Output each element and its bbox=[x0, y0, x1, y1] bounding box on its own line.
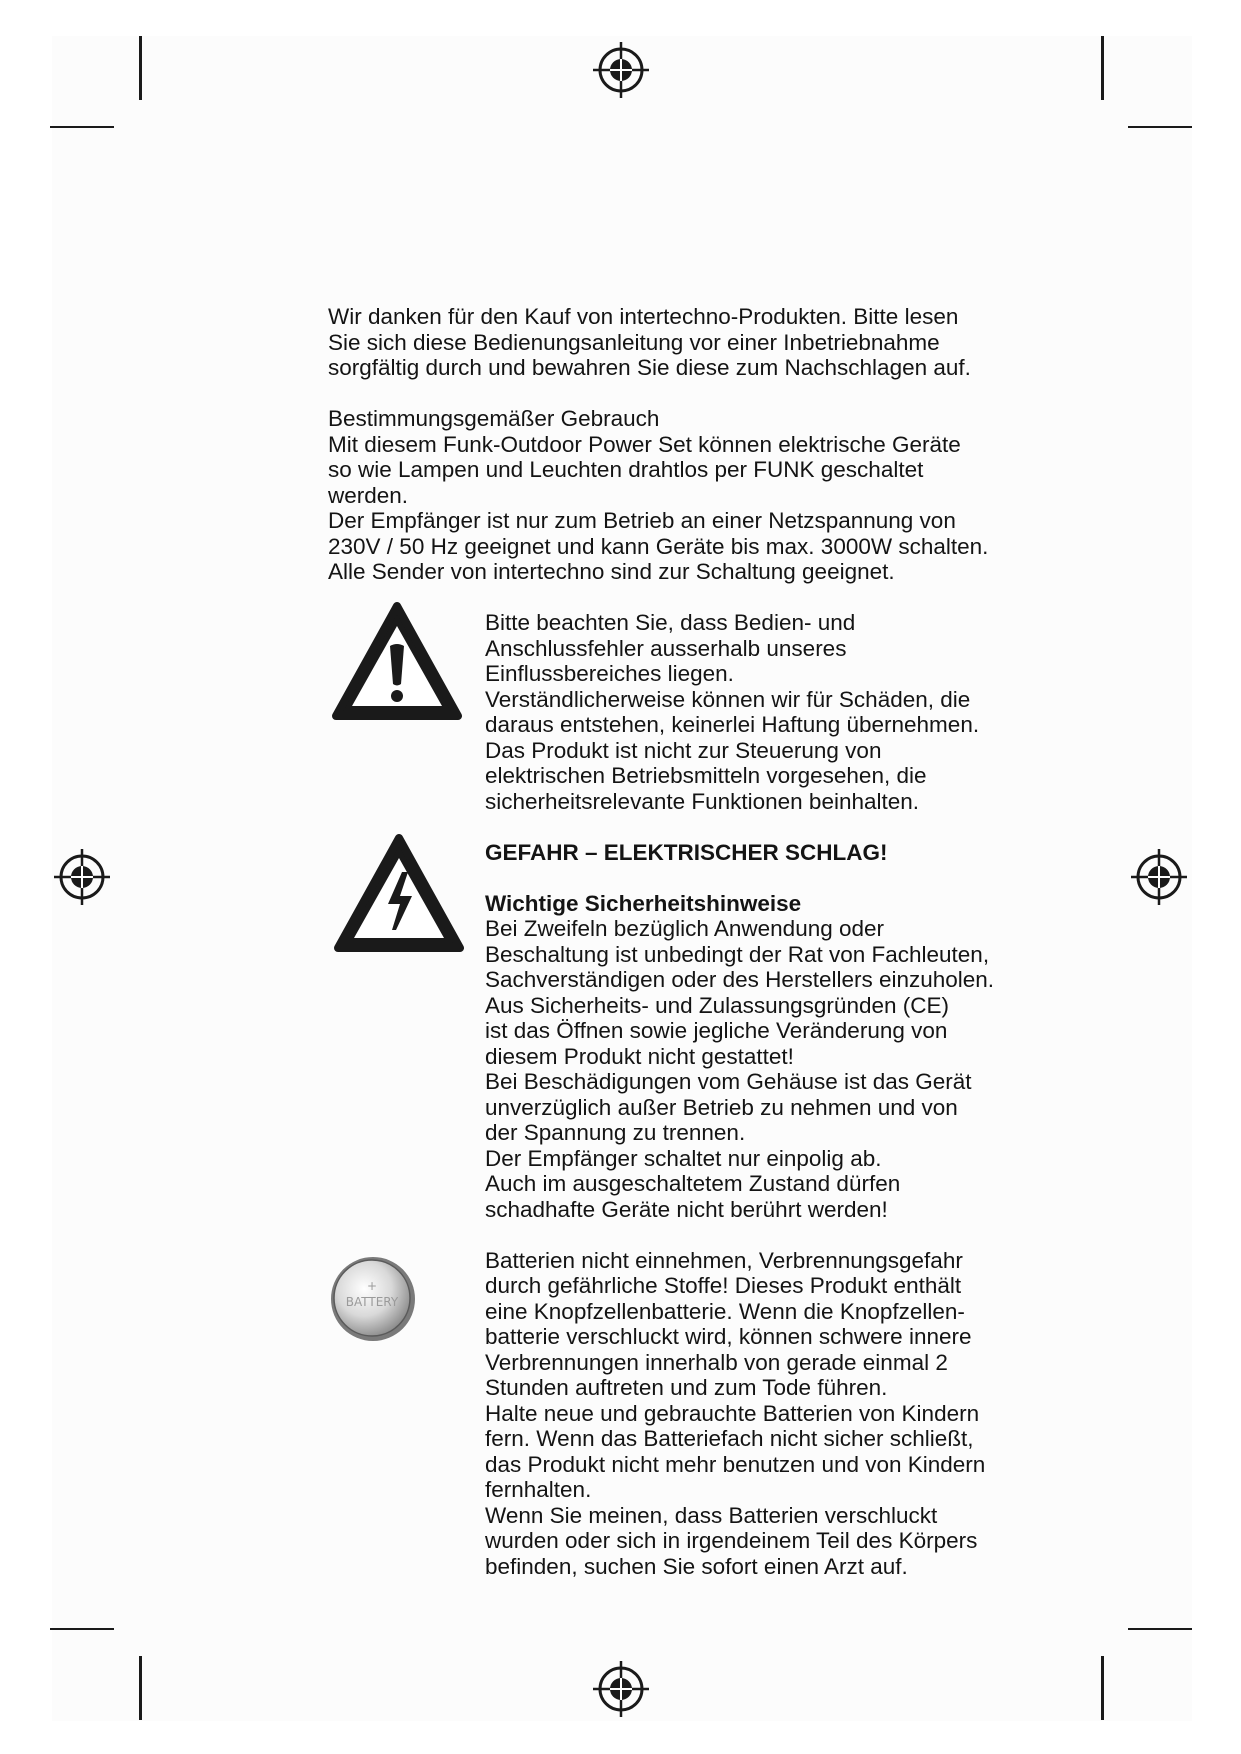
text-line: eine Knopfzellenbatterie. Wenn die Knopfzellen- bbox=[485, 1298, 965, 1324]
danger-section bbox=[328, 840, 1088, 1223]
intro-paragraph bbox=[328, 304, 1088, 381]
danger-subtitle: Wichtige Sicherheitshinweise bbox=[485, 890, 802, 916]
danger-title: GEFAHR – ELEKTRISCHER SCHLAG! bbox=[485, 839, 888, 865]
text-line: das Produkt nicht mehr benutzen und von Kindern bbox=[485, 1451, 986, 1477]
text-line: elektrischen Betriebsmitteln vorgesehen, die bbox=[485, 763, 927, 788]
text-line: Sie sich diese Bedienungsanleitung vor einer Inbetriebnahme bbox=[328, 329, 940, 355]
text-line: 230V / 50 Hz geeignet und kann Geräte bis max. 3000W schalten. bbox=[328, 533, 989, 559]
text-line: Sachverständigen oder des Herstellers einzuholen. bbox=[485, 967, 995, 992]
crop-mark bbox=[1128, 1628, 1192, 1630]
warning-triangle-icon bbox=[330, 600, 464, 724]
text-line: Stunden auftreten und zum Tode führen. bbox=[485, 1375, 888, 1400]
text-line: Aus Sicherheits- und Zulassungsgründen (CE) bbox=[485, 992, 949, 1018]
text-line: Der Empfänger schaltet nur einpolig ab. bbox=[485, 1145, 882, 1171]
text-line: befinden, suchen Sie sofort einen Arzt auf. bbox=[485, 1553, 908, 1579]
text-line: diesem Produkt nicht gestattet! bbox=[485, 1043, 794, 1069]
battery-label: BATTERY bbox=[345, 1294, 399, 1309]
crop-mark bbox=[1101, 36, 1104, 100]
text-line: der Spannung zu trennen. bbox=[485, 1120, 746, 1145]
text-line: Bei Zweifeln bezüglich Anwendung oder bbox=[485, 916, 885, 941]
high-voltage-icon bbox=[332, 832, 466, 956]
text-line: Mit diesem Funk-Outdoor Power Set können elektrische Geräte bbox=[328, 431, 961, 457]
text-line: Anschlussfehler ausserhalb unseres bbox=[485, 635, 847, 661]
text-line: Batterien nicht einnehmen, Verbrennungsgefahr bbox=[485, 1247, 963, 1273]
registration-mark-icon bbox=[52, 847, 112, 907]
manual-content bbox=[328, 304, 1088, 1579]
crop-mark bbox=[50, 1628, 114, 1630]
warning-section bbox=[328, 610, 1088, 814]
battery-section bbox=[328, 1248, 1088, 1580]
text-line: Bitte beachten Sie, dass Bedien- und bbox=[485, 610, 856, 635]
text-line: batterie verschluckt wird, können schwere innere bbox=[485, 1324, 972, 1349]
text-line: daraus entstehen, keinerlei Haftung übernehmen. bbox=[485, 712, 980, 737]
usage-section bbox=[328, 406, 1088, 585]
text-line: Verständlicherweise können wir für Schäden, die bbox=[485, 686, 971, 712]
text-line: schadhafte Geräte nicht berührt werden! bbox=[485, 1196, 888, 1222]
text-line: sorgfältig durch und bewahren Sie diese zum Nachschlagen auf. bbox=[328, 355, 971, 380]
crop-mark bbox=[139, 36, 142, 100]
battery-coin-cell-icon bbox=[328, 1254, 418, 1344]
text-line: wurden oder sich in irgendeinem Teil des Körpers bbox=[485, 1528, 978, 1553]
text-line: fernhalten. bbox=[485, 1477, 592, 1502]
text-line: Auch im ausgeschaltetem Zustand dürfen bbox=[485, 1171, 901, 1196]
crop-mark bbox=[1128, 126, 1192, 128]
text-line: Verbrennungen innerhalb von gerade einmal 2 bbox=[485, 1349, 948, 1375]
usage-heading: Bestimmungsgemäßer Gebrauch bbox=[328, 406, 660, 431]
text-line: unverzüglich außer Betrieb zu nehmen und von bbox=[485, 1094, 958, 1120]
text-line: sicherheitsrelevante Funktionen beinhalten. bbox=[485, 788, 920, 814]
text-line: Das Produkt ist nicht zur Steuerung von bbox=[485, 737, 882, 763]
registration-mark-icon bbox=[591, 1659, 651, 1719]
crop-mark bbox=[50, 126, 114, 128]
text-line: Der Empfänger ist nur zum Betrieb an einer Netzspannung von bbox=[328, 508, 956, 533]
text-line: durch gefährliche Stoffe! Dieses Produkt enthält bbox=[485, 1273, 962, 1298]
text-line: werden. bbox=[328, 482, 409, 508]
registration-mark-icon bbox=[591, 40, 651, 100]
text-line: Halte neue und gebrauchte Batterien von Kindern bbox=[485, 1400, 980, 1426]
text-line: so wie Lampen und Leuchten drahtlos per FUNK geschaltet bbox=[328, 457, 924, 482]
text-line: ist das Öffnen sowie jegliche Veränderung von bbox=[485, 1018, 948, 1043]
text-line: Beschaltung ist unbedingt der Rat von Fachleuten, bbox=[485, 941, 990, 967]
text-line: Einflussbereiches liegen. bbox=[485, 661, 734, 686]
crop-mark bbox=[1101, 1656, 1104, 1720]
text-line: Wir danken für den Kauf von intertechno-Produkten. Bitte lesen bbox=[328, 304, 959, 329]
registration-mark-icon bbox=[1129, 847, 1189, 907]
text-line: Bei Beschädigungen vom Gehäuse ist das Gerät bbox=[485, 1069, 972, 1094]
text-line: Alle Sender von intertechno sind zur Schaltung geeignet. bbox=[328, 559, 895, 584]
crop-mark bbox=[139, 1656, 142, 1720]
text-line: fern. Wenn das Batteriefach nicht sicher schließt, bbox=[485, 1426, 974, 1451]
text-line: Wenn Sie meinen, dass Batterien verschluckt bbox=[485, 1502, 938, 1528]
battery-plus-sign: + bbox=[366, 1278, 378, 1293]
